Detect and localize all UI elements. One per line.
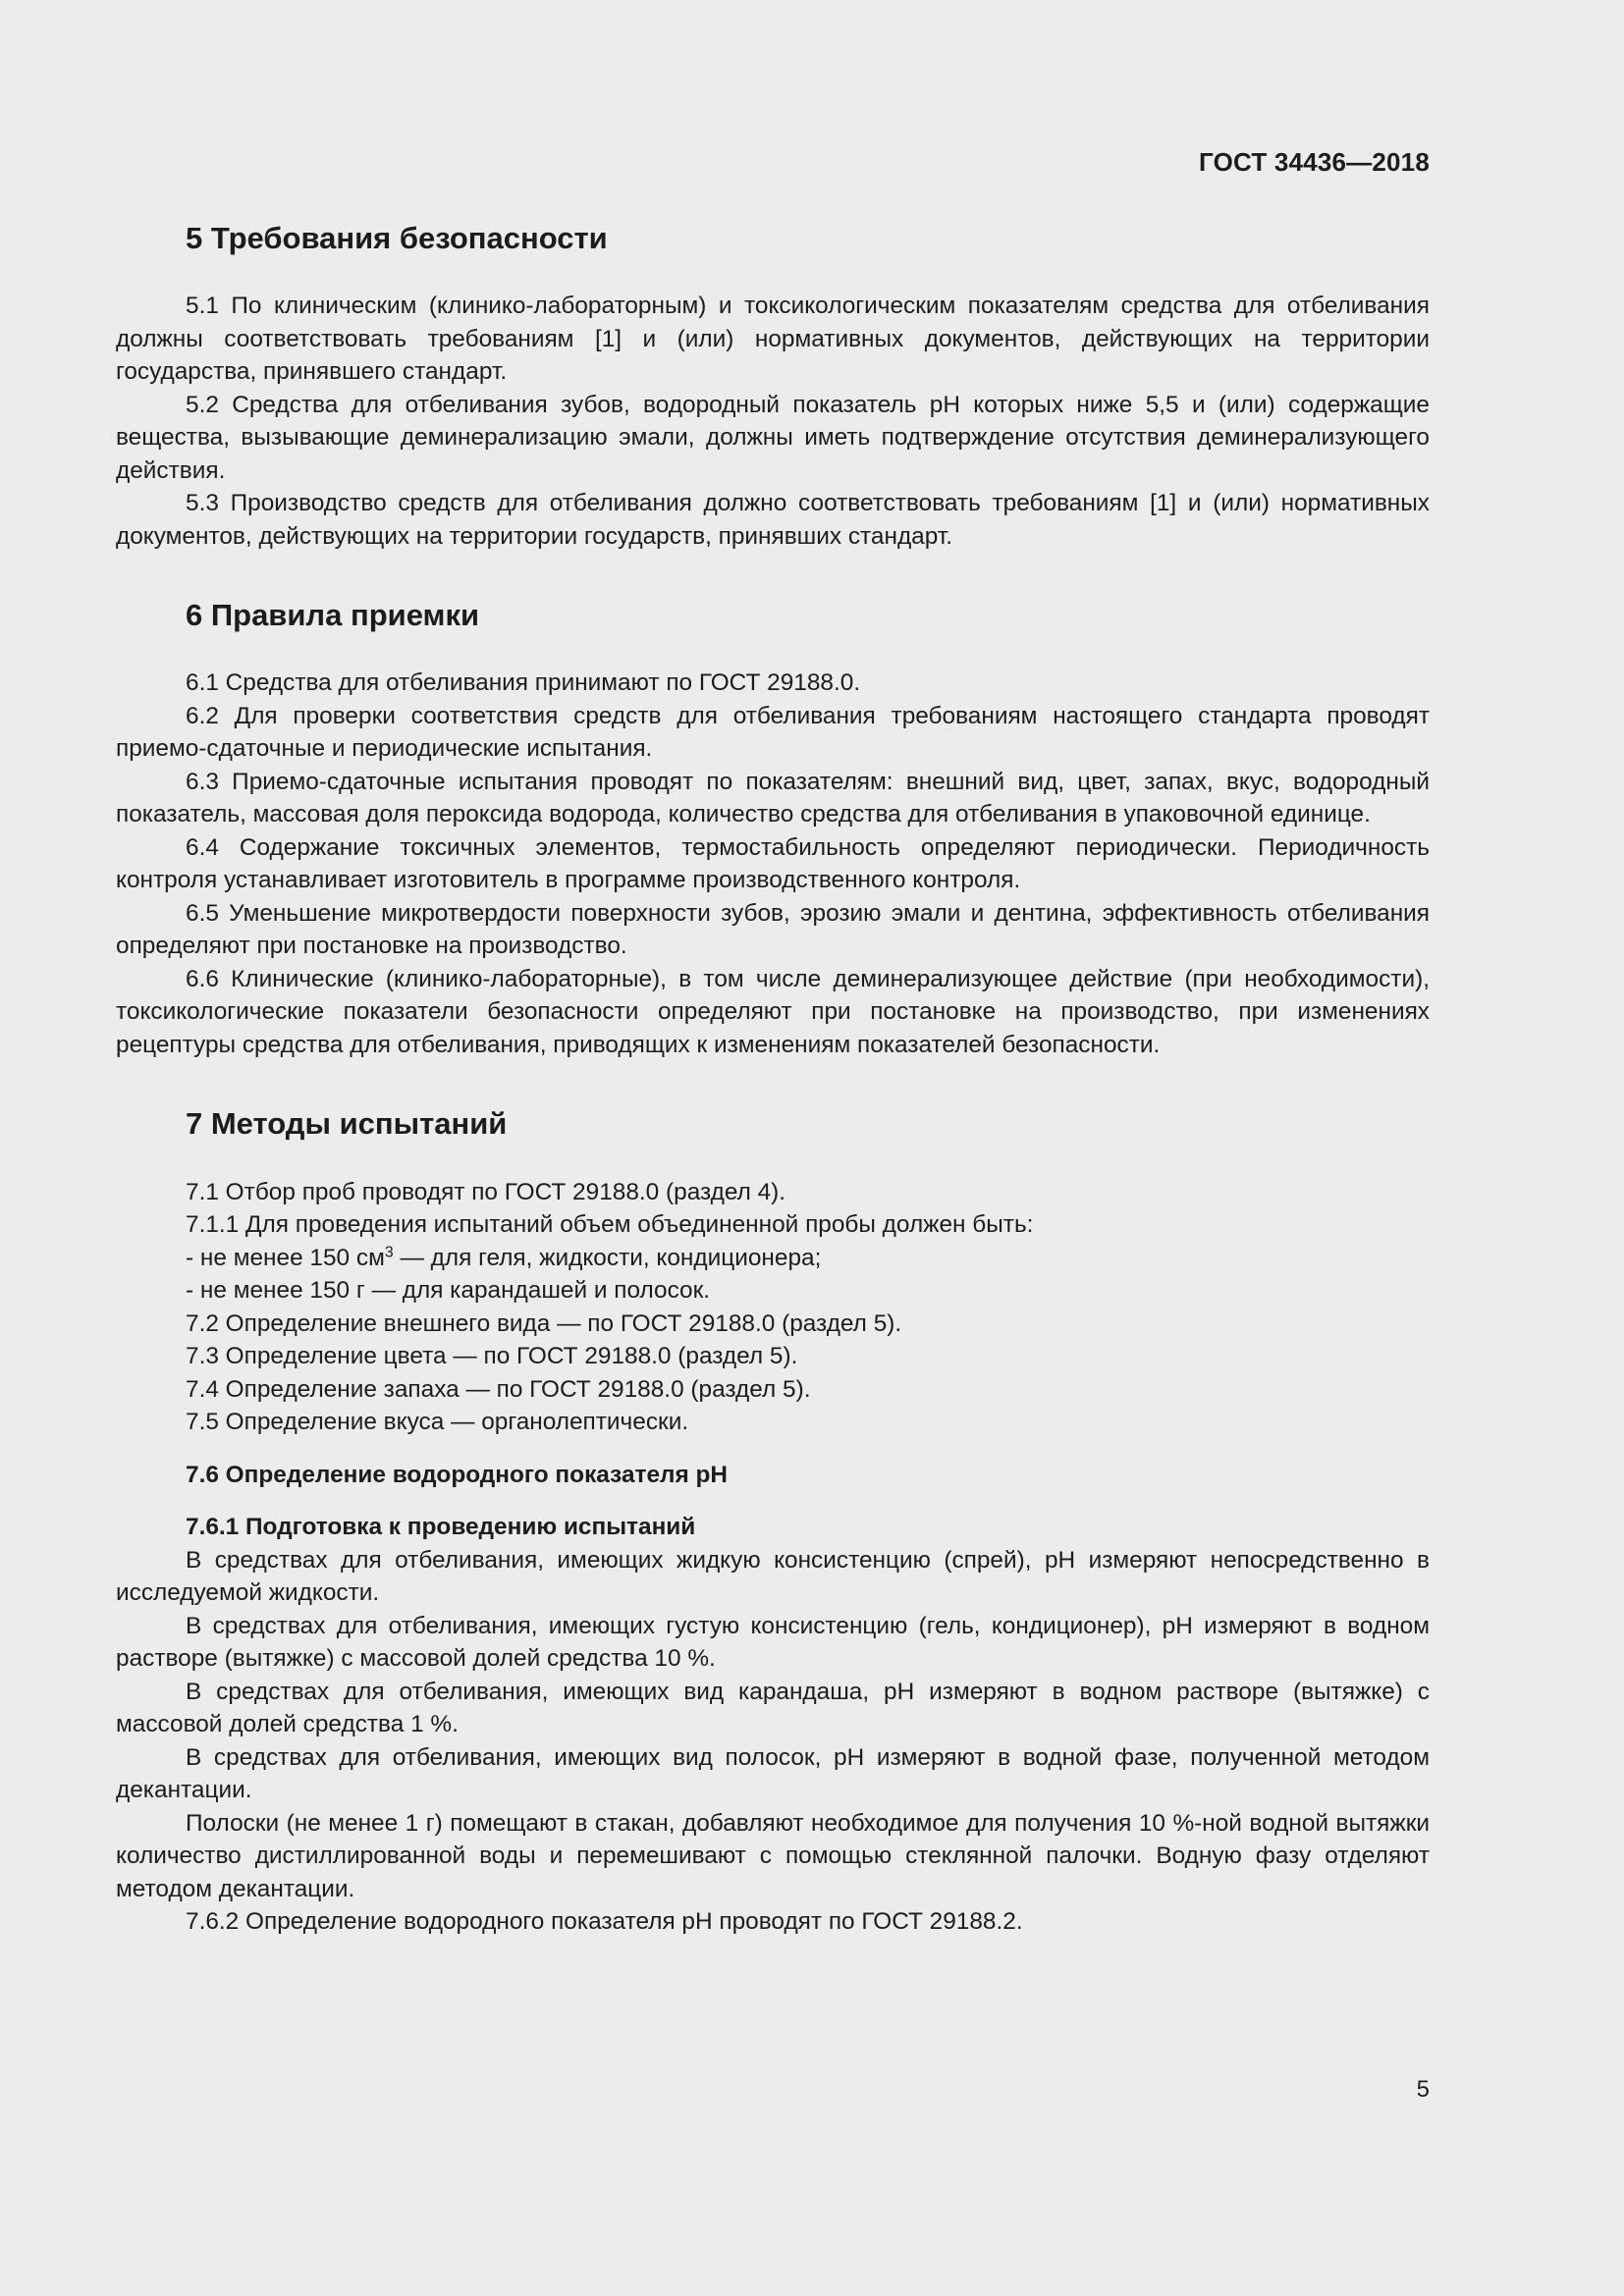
- paragraph-6-1: 6.1 Средства для отбеливания принимают по ГОСТ 29188.0.: [186, 669, 861, 697]
- list-item-mass: - не менее 150 г — для карандашей и полосок.: [186, 1277, 711, 1305]
- section-5-title: 5 Требования безопасности: [186, 221, 608, 255]
- paragraph-7-5: 7.5 Определение вкуса — органолептически.: [186, 1409, 689, 1436]
- subsection-7-6-title: 7.6 Определение водородного показателя pH: [186, 1461, 729, 1488]
- cubic-superscript: 3: [384, 1243, 394, 1260]
- paragraph-6-6: 6.6 Клинические (клинико-лабораторные), в том числе деминерализующее действие (при необходимости), токсикологические показатели безопасности определяют при постановке на производство, при изменениях рецептуры средства для отбеливания, приводящих к изменениям показателей безопасности.: [116, 965, 1430, 1058]
- paragraph-6-4: 6.4 Содержание токсичных элементов, термостабильность определяют периодически. Периодичность контроля устанавливает изготовитель в программе производственного контроля.: [116, 833, 1430, 894]
- paragraph-6-5: 6.5 Уменьшение микротвердости поверхности зубов, эрозию эмали и дентина, эффективность отбеливания определяют при постановке на производство.: [116, 899, 1430, 960]
- paragraph-7-1: 7.1 Отбор проб проводят по ГОСТ 29188.0 (раздел 4).: [186, 1178, 786, 1205]
- paragraph-pencil: В средствах для отбеливания, имеющих вид карандаша, pH измеряют в водном растворе (вытяжке) с массовой долей средства 1 %.: [116, 1678, 1430, 1738]
- paragraph-7-4: 7.4 Определение запаха — по ГОСТ 29188.0 (раздел 5).: [186, 1375, 811, 1403]
- paragraph-7-1-1: 7.1.1 Для проведения испытаний объем объединенной пробы должен быть:: [186, 1211, 1034, 1239]
- document-body: [116, 220, 1430, 1939]
- paragraph-7-6-2: 7.6.2 Определение водородного показателя pH проводят по ГОСТ 29188.2.: [186, 1908, 1023, 1936]
- list-item-volume-tail: — для геля, жидкости, кондиционера;: [393, 1244, 822, 1271]
- paragraph-5-1: 5.1 По клиническим (клинико-лабораторным) и токсикологическим показателям средства для отбеливания должны соответствовать требованиям [1] и (или) нормативных документов, действующих на территории государства, принявшего стандарт.: [116, 293, 1430, 386]
- paragraph-6-3: 6.3 Приемо-сдаточные испытания проводят по показателям: внешний вид, цвет, запах, вкус, водородный показатель, массовая доля пероксида водорода, количество средства для отбеливания в упаковочной единице.: [116, 768, 1430, 828]
- paragraph-5-2: 5.2 Средства для отбеливания зубов, водородный показатель pH которых ниже 5,5 и (или) содержащие вещества, вызывающие деминерализацию эмали, должны иметь подтверждение отсутствия деминерализующего действия.: [116, 391, 1430, 484]
- paragraph-7-3: 7.3 Определение цвета — по ГОСТ 29188.0 (раздел 5).: [186, 1343, 798, 1370]
- list-item-volume: [116, 1242, 1430, 1275]
- paragraph-strips-procedure: Полоски (не менее 1 г) помещают в стакан, добавляют необходимое для получения 10 %-ной водной вытяжки количество дистиллированной воды и перемешивают с помощью стеклянной палочки. Водную фазу отделяют методом декантации.: [116, 1809, 1430, 1902]
- paragraph-7-2: 7.2 Определение внешнего вида — по ГОСТ 29188.0 (раздел 5).: [186, 1309, 902, 1337]
- subsection-7-6-1-title: 7.6.1 Подготовка к проведению испытаний: [186, 1514, 696, 1541]
- paragraph-gel: В средствах для отбеливания, имеющих густую консистенцию (гель, кондиционер), pH измеряют в водном растворе (вытяжке) с массовой долей средства 10 %.: [116, 1612, 1430, 1673]
- page-number: 5: [1416, 2076, 1430, 2103]
- paragraph-strips: В средствах для отбеливания, имеющих вид полосок, pH измеряют в водной фазе, полученной методом декантации.: [116, 1743, 1430, 1804]
- paragraph-spray: В средствах для отбеливания, имеющих жидкую консистенцию (спрей), pH измеряют непосредственно в исследуемой жидкости.: [116, 1546, 1430, 1607]
- paragraph-6-2: 6.2 Для проверки соответствия средств для отбеливания требованиям настоящего стандарта проводят приемо-сдаточные и периодические испытания.: [116, 702, 1430, 763]
- section-6-title: 6 Правила приемки: [186, 598, 480, 633]
- section-7-title: 7 Методы испытаний: [186, 1106, 508, 1142]
- list-item-volume-text: - не менее 150 см: [186, 1244, 385, 1271]
- document-code-header: ГОСТ 34436—2018: [1199, 147, 1430, 177]
- paragraph-5-3: 5.3 Производство средств для отбеливания должно соответствовать требованиям [1] и (или) нормативных документов, действующих на территории государств, принявших стандарт.: [116, 490, 1430, 550]
